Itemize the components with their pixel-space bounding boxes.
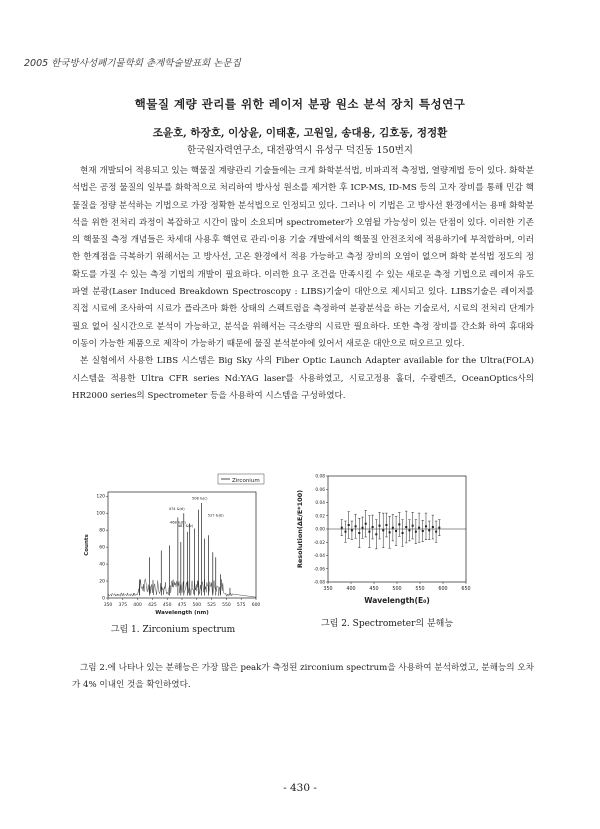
peak-annotation: 481 &(c): [177, 523, 194, 528]
data-point: [392, 527, 394, 529]
data-point: [341, 527, 343, 529]
data-point: [365, 523, 367, 525]
y-tick-label: 20: [99, 579, 105, 585]
y-tick-label: 100: [96, 511, 105, 517]
figure-1-spectrum-chart: [78, 470, 268, 620]
data-point: [355, 525, 357, 527]
y-tick-label: -0.06: [313, 567, 325, 573]
x-tick-label: 500: [192, 603, 202, 608]
data-point: [412, 525, 414, 527]
x-tick-label: 550: [222, 603, 231, 608]
x-tick-label: 400: [133, 603, 142, 608]
x-tick-label: 350: [323, 587, 333, 592]
data-point: [385, 524, 387, 526]
y-tick-label: 0.06: [315, 487, 325, 493]
peak-annotation: 474 &(d): [168, 506, 185, 511]
x-tick-label: 450: [162, 603, 172, 608]
y-tick-label: -0.02: [313, 540, 325, 546]
data-point: [422, 530, 424, 532]
figure-2-caption: 그림 2. Spectrometer의 분해능: [320, 619, 454, 629]
data-point: [351, 529, 353, 531]
y-tick-label: 0.04: [315, 501, 325, 506]
proceedings-header: 2005 한국방사성폐기물학회 춘계학술발표회 논문집: [24, 58, 241, 69]
x-tick-label: 575: [236, 603, 246, 608]
data-point: [435, 531, 437, 533]
data-point: [425, 525, 427, 527]
y-tick-label: 60: [99, 545, 105, 551]
data-point: [415, 531, 417, 533]
data-point: [368, 531, 370, 533]
x-tick-label: 400: [346, 587, 356, 592]
body-text: [72, 163, 534, 405]
y-tick-label: 0.08: [315, 474, 325, 480]
y-tick-label: 0.00: [315, 527, 325, 533]
figure-2-resolution-chart: [292, 470, 472, 612]
peak-annotation: 527 &(b): [207, 513, 224, 518]
x-tick-label: 475: [177, 603, 187, 608]
x-tick-label: 450: [369, 587, 379, 592]
data-point: [389, 531, 391, 533]
paragraph-closing: 그림 2.에 나타나 있는 분해능은 가장 많은 peak가 측정된 zirconium spectrum을 사용하여 분석하였고, 분해능의 오차가 4% 이내인 것을 확인하였다.: [72, 663, 534, 691]
x-tick-label: 425: [148, 603, 157, 608]
paragraph-intro: 현재 개발되어 적용되고 있는 핵물질 계량관리 기술들에는 크게 화학분석법, 비파괴적 측정법, 열량계법 등이 있다. 화학분석법은 공정 물질의 일부를 화학적으로 처리하여 방사성 원소를 제거한 후 ICP-MS, ID-MS 등의 고자 장비를 통해 민감 핵물질을 정량 분석하는 기법으로 가장 정확한 분석법으로 인정되고 있다. 그러나 이 기법은 고 방사선 환경에서는 용매 화학분석을 위한 전처리 과정이 복잡하고 시간이 많이 소요되며 spectrometer가 오염될 가능성이 있는 단점이 있다. 이러한 기존의 핵물질 측정 개념들은 차세대 사용후 핵연료 관리·이용 기술 개발에서의 핵물질 안전조치에 적용하기에 부적합하며, 이러한 한계점을 극복하기 위해서는 고 방사선, 고온 환경에서 적용 가능하고 측정 장비의 오염이 없으며 화학 분석법 정도의 정확도를 가질 수 있는 측정 기법의 개발이 필요하다. 이러한 요구 조건을 만족시킬 수 있는 새로운 측정 기법으로 레이저 유도 파열 분광(Laser Induced Breakdown Spectroscopy : LIBS)기술이 대안으로 제시되고 있다. LIBS기술은 레이저를 직접 시료에 조사하여 시료가 플라즈마 화한 상태의 스펙트럼을 측정하여 분광분석을 하는 기술로서, 시료의 전처리 단계가 필요 없어 실시간으로 분석이 가능하고, 분석을 위해서는 극소량의 시료만 필요하다. 또한 측정 장비를 간소화 하여 휴대와 이동이 가능한 제품으로 제작이 가능하기 때문에 물질 분석분야에 있어서 새로운 대안으로 떠오르고 있다.: [72, 166, 534, 349]
x-tick-label: 650: [461, 587, 471, 592]
y-tick-label: 0: [102, 596, 105, 602]
legend-label: Zirconium: [232, 478, 260, 484]
x-tick-label: 550: [415, 587, 425, 592]
y-axis-label: Resolution(ΔE/E*100): [296, 489, 304, 569]
peak-annotation: 508 &(c): [191, 496, 208, 501]
body-text-closing: [72, 660, 534, 695]
y-axis-label: Counts: [84, 534, 90, 556]
data-point: [348, 524, 350, 526]
y-tick-label: 80: [99, 528, 105, 534]
data-point: [375, 533, 377, 535]
x-tick-label: 375: [118, 603, 128, 608]
figure-1-caption: 그림 1. Zirconium spectrum: [110, 625, 236, 635]
x-axis-label: Wavelength (nm): [155, 610, 209, 616]
y-tick-label: 40: [99, 562, 105, 568]
paper-title: 핵물질 계량 관리를 위한 레이저 분광 원소 분석 장치 특성연구: [134, 97, 466, 111]
data-point: [372, 526, 374, 528]
data-point: [438, 527, 440, 529]
x-tick-label: 350: [103, 603, 113, 608]
data-point: [408, 529, 410, 531]
x-axis-label: Wavelength(E₀): [364, 596, 430, 605]
y-tick-label: 120: [96, 494, 105, 500]
data-point: [358, 532, 360, 534]
y-tick-label: -0.04: [313, 554, 325, 559]
y-tick-label: -0.08: [313, 580, 325, 586]
data-point: [418, 527, 420, 529]
affiliation: 한국원자력연구소, 대전광역시 유성구 덕진동 150번지: [187, 145, 413, 156]
data-point: [395, 530, 397, 532]
x-tick-label: 525: [207, 603, 216, 608]
x-tick-label: 500: [392, 587, 402, 592]
data-point: [382, 529, 384, 531]
data-point: [398, 523, 400, 525]
data-point: [362, 527, 364, 529]
paragraph-method: 본 실험에서 사용한 LIBS 시스템은 Big Sky 사의 Fiber Optic Launch Adapter available for the Ultra(FOLA) 시스템을 적용한 Ultra CFR series Nd:YAG laser를 사용하였고, 시료고정용 홀더, 수광렌즈, OceanOptics사의 HR2000 series의 Spectrometer 등을 사용하여 시스템을 구성하였다.: [72, 356, 534, 401]
data-point: [428, 529, 430, 531]
x-tick-label: 600: [438, 587, 448, 592]
y-tick-label: 0.02: [315, 514, 325, 520]
data-point: [379, 525, 381, 527]
page-number: - 430 -: [283, 782, 317, 794]
author-list: 조윤호, 하장호, 이상윤, 이태훈, 고원일, 송대용, 김호동, 정정환: [152, 127, 448, 139]
data-point: [405, 526, 407, 528]
x-tick-label: 600: [251, 603, 261, 608]
data-point: [344, 531, 346, 533]
data-point: [402, 532, 404, 534]
peak-annotation: 468 &(b): [169, 520, 186, 525]
data-point: [432, 526, 434, 528]
